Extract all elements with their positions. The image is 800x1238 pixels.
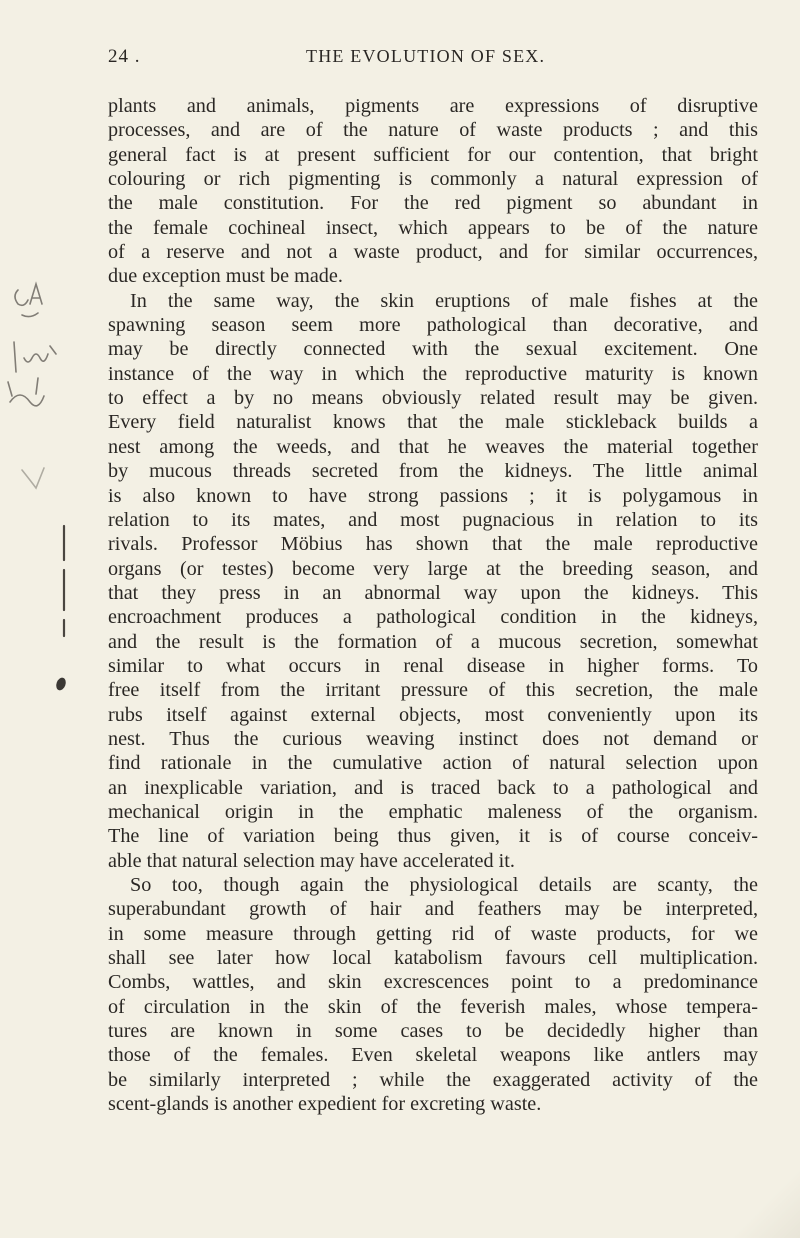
text-line: to effect a by no means obviously related result may be given.	[108, 387, 758, 410]
text-line: Combs, wattles, and skin excrescences point to a predominance	[108, 971, 758, 994]
text-line: nest among the weeds, and that he weaves the material together	[108, 435, 758, 458]
body-text	[108, 94, 758, 1116]
text-line: encroachment produces a pathological condition in the kidneys,	[108, 606, 758, 629]
text-line: of a reserve and not a waste product, and for similar occurrences,	[108, 241, 758, 264]
text-line: is also known to have strong passions ; it is polygamous in	[108, 484, 758, 507]
text-line-paragraph-end: able that natural selection may have accelerated it.	[108, 849, 515, 872]
text-line: be similarly interpreted ; while the exaggerated activity of the	[108, 1068, 758, 1091]
text-line: rubs itself against external objects, most conveniently upon its	[108, 703, 758, 726]
text-line: organs (or testes) become very large at the breeding season, and	[108, 557, 758, 580]
text-line: nest. Thus the curious weaving instinct does not demand or	[108, 727, 758, 750]
text-line: spawning season seem more pathological than decorative, and	[108, 314, 758, 337]
text-line: and the result is the formation of a mucous secretion, somewhat	[108, 630, 758, 653]
text-line: of circulation in the skin of the feverish males, whose tempera-	[108, 995, 758, 1018]
text-line-paragraph-start: So too, though again the physiological details are scanty, the	[130, 874, 758, 896]
text-line: processes, and are of the nature of waste products ; and this	[108, 119, 758, 142]
page-number: 24 .	[108, 46, 141, 67]
text-line-paragraph-end: scent-glands is another expedient for excreting waste.	[108, 1093, 542, 1116]
margin-pencil-marks	[0, 0, 100, 1238]
text-line: relation to its mates, and most pugnacious in relation to its	[108, 508, 758, 531]
text-line: instance of the way in which the reproductive maturity is known	[108, 362, 758, 385]
text-line: the male constitution. For the red pigment so abundant in	[108, 192, 758, 215]
text-line: shall see later how local katabolism favours cell multiplication.	[108, 947, 758, 970]
text-line: rivals. Professor Möbius has shown that the male reproductive	[108, 533, 758, 556]
text-line: those of the females. Even skeletal weapons like antlers may	[108, 1044, 758, 1067]
text-line: similar to what occurs in renal disease in higher forms. To	[108, 654, 758, 677]
text-line: the female cochineal insect, which appears to be of the nature	[108, 216, 758, 239]
text-line: mechanical origin in the emphatic maleness of the organism.	[108, 800, 758, 823]
text-line: Every field naturalist knows that the male stickleback builds a	[108, 411, 758, 434]
text-line: general fact is at present sufficient for our contention, that bright	[108, 143, 758, 166]
text-line: may be directly connected with the sexual excitement. One	[108, 338, 758, 361]
text-line: colouring or rich pigmenting is commonly a natural expression of	[108, 168, 758, 191]
text-line: an inexplicable variation, and is traced back to a pathological and	[108, 776, 758, 799]
text-line: tures are known in some cases to be decidedly higher than	[108, 1020, 758, 1043]
running-title: THE EVOLUTION OF SEX.	[306, 46, 546, 66]
text-line: that they press in an abnormal way upon the kidneys. This	[108, 581, 758, 604]
text-line: find rationale in the cumulative action of natural selection upon	[108, 752, 758, 775]
text-line-paragraph-start: In the same way, the skin eruptions of male fishes at the	[130, 289, 758, 312]
text-line: The line of variation being thus given, it is of course conceiv-	[108, 825, 758, 848]
text-line: plants and animals, pigments are expressions of disruptive	[108, 95, 758, 117]
text-line: in some measure through getting rid of waste products, for we	[108, 922, 758, 945]
page-header	[108, 46, 758, 76]
margin-annotation-drawing	[0, 0, 100, 1238]
text-line: free itself from the irritant pressure of this secretion, the male	[108, 679, 758, 702]
page-corner-shadow	[730, 1168, 800, 1238]
text-line-paragraph-end: due exception must be made.	[108, 265, 343, 288]
text-line: superabundant growth of hair and feathers may be interpreted,	[108, 898, 758, 921]
text-line: by mucous threads secreted from the kidneys. The little animal	[108, 460, 758, 483]
